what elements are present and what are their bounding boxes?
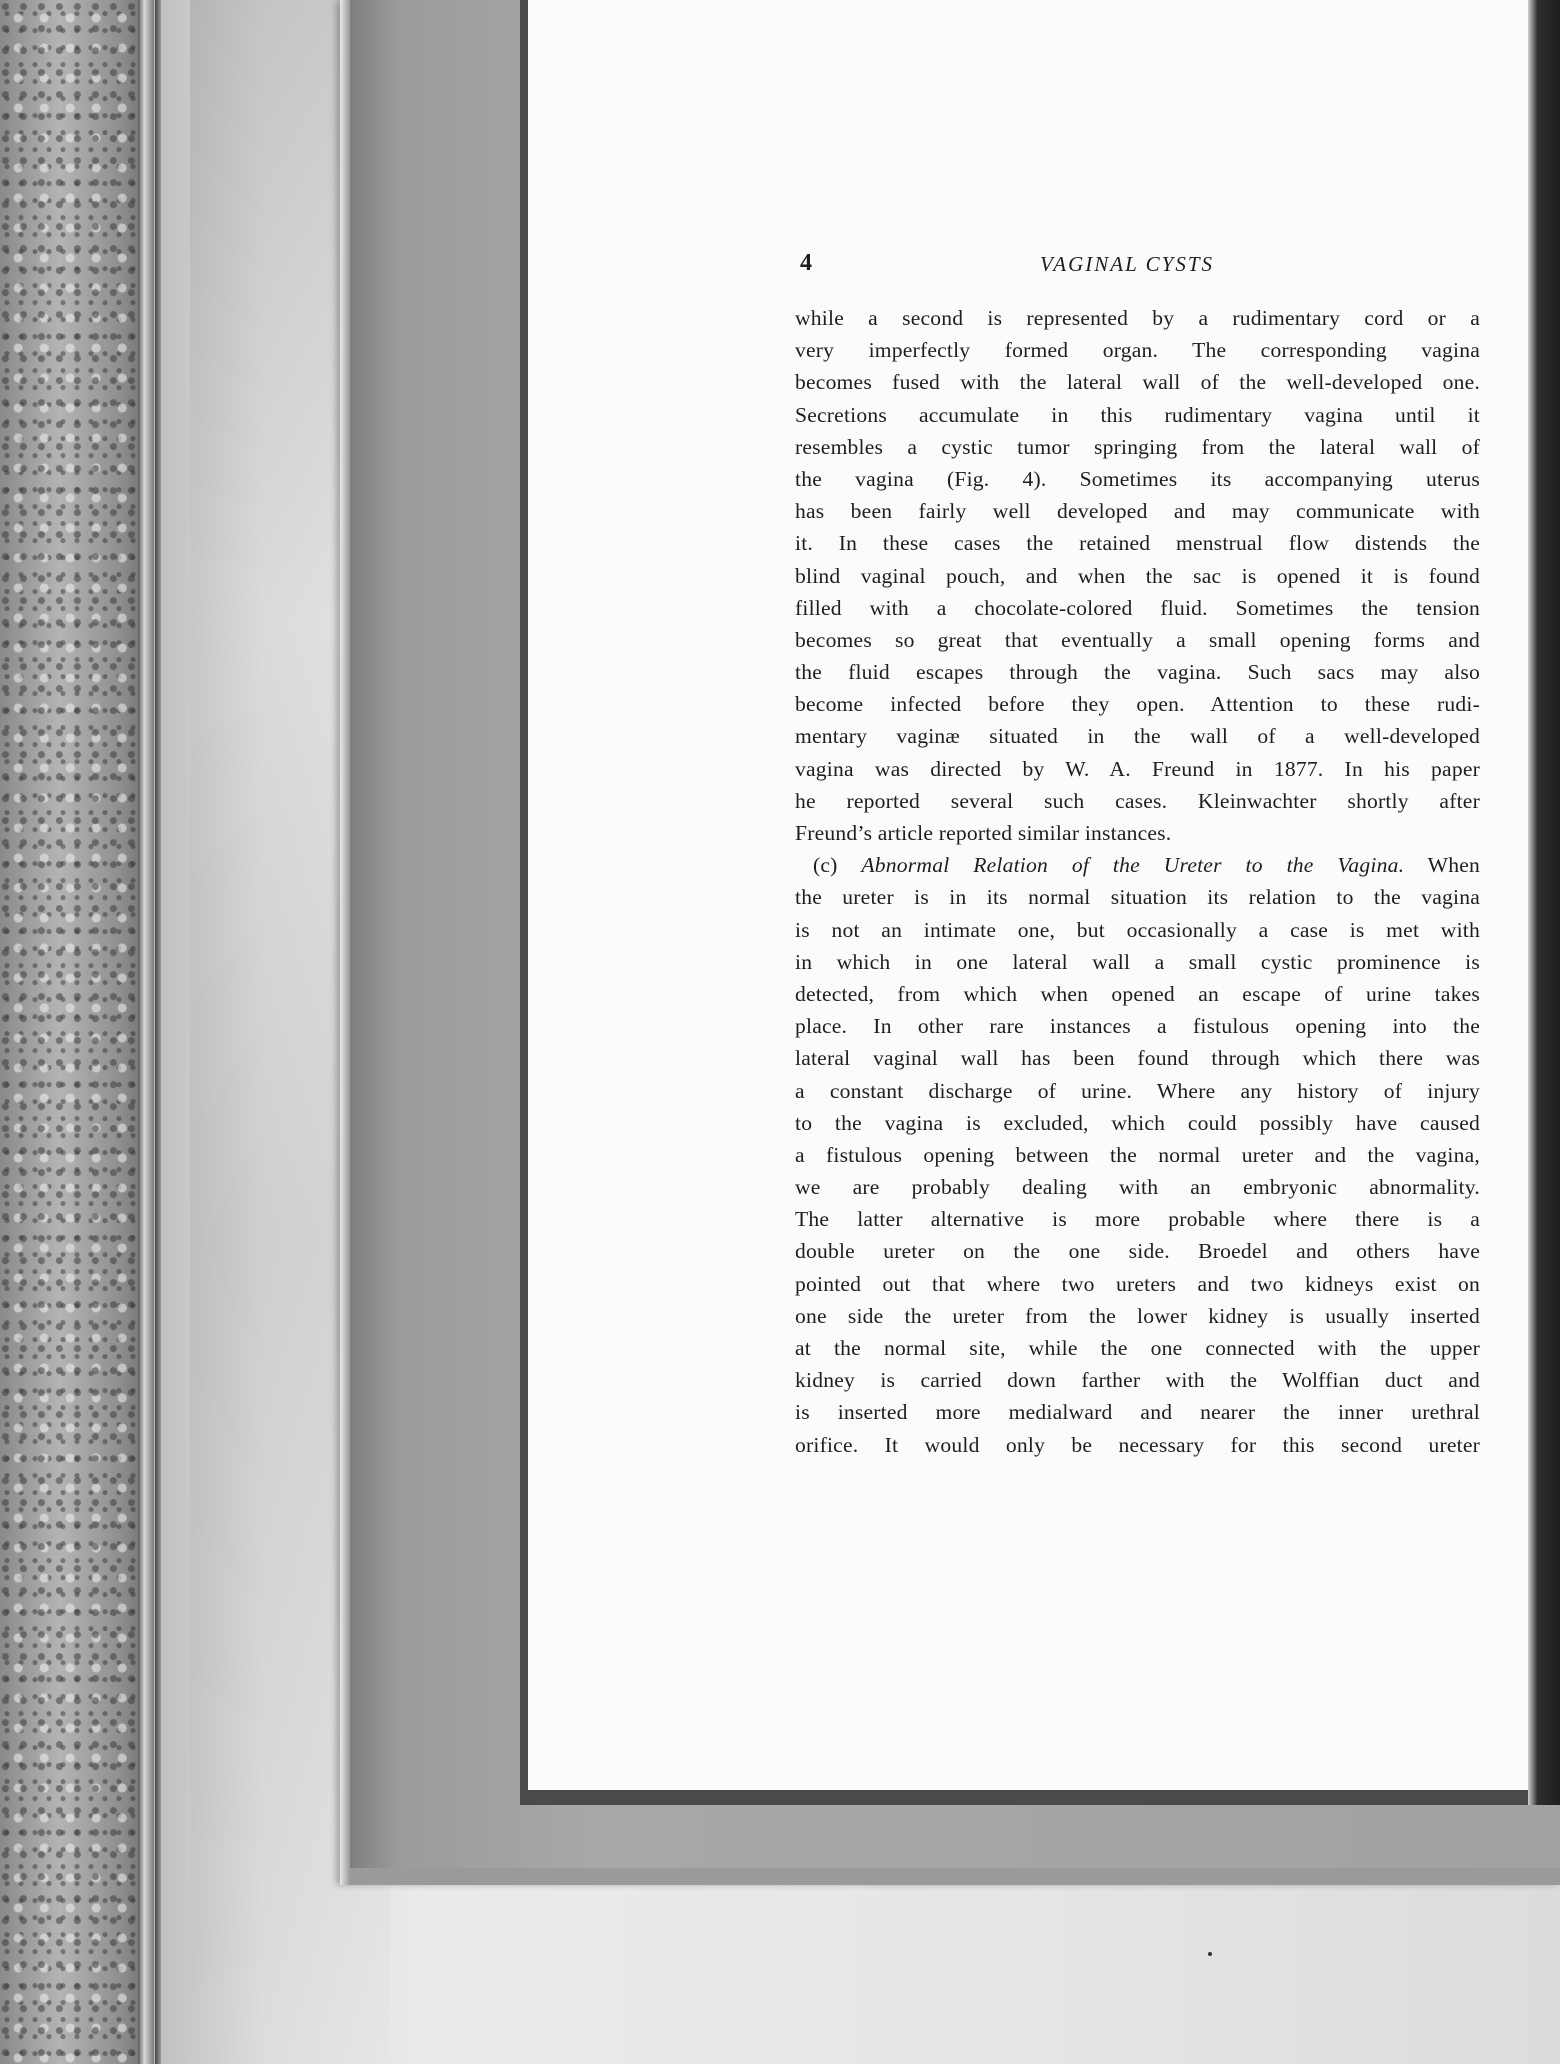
text-line: while a second is represented by a rudimentary cord or a [795,306,1480,330]
text-line: mentary vaginæ situated in the wall of a well-developed [795,724,1480,749]
section-heading: Abnormal Relation of the Ureter to the Vagina. [861,853,1405,878]
text-line: filled with a chocolate-colored fluid. Sometimes the tension [795,595,1480,620]
text-line: it. In these cases the retained menstrual flow distends the [795,531,1480,556]
page-number: 4 [800,250,812,276]
body-text [795,302,1480,1461]
text-line: becomes so great that eventually a small opening forms and [795,627,1480,652]
text-line: has been fairly well developed and may communicate with [795,499,1480,524]
text-line: blind vaginal pouch, and when the sac is opened it is found [795,563,1480,588]
running-head: VAGINAL CYSTS [1040,252,1215,276]
text-line: very imperfectly formed organ. The corresponding vagina [795,338,1480,363]
text-line: double ureter on the one side. Broedel and others have [795,1239,1480,1264]
text-line: at the normal site, while the one connected with the upper [795,1336,1480,1360]
text-line: a fistulous opening between the normal ureter and the vagina, [795,1142,1480,1167]
text-line: a constant discharge of urine. Where any history of injury [795,1078,1480,1103]
text-line: one side the ureter from the lower kidney is usually inserted [795,1303,1480,1328]
text-line: kidney is carried down farther with the Wolffian duct and [795,1368,1480,1393]
text-line: The latter alternative is more probable where there is a [795,1207,1480,1232]
text-line: in which in one lateral wall a small cystic prominence is [795,949,1480,974]
section-heading-line [795,849,1480,881]
text-line: we are probably dealing with an embryonic abnormality. [795,1175,1480,1200]
text-line: vagina was directed by W. A. Freund in 1877. In his paper [795,756,1480,781]
text-line: he reported several such cases. Kleinwachter shortly after [795,788,1480,813]
text-line: place. In other rare instances a fistulous opening into the [795,1014,1480,1039]
text-line: pointed out that where two ureters and two kidneys exist on [795,1271,1480,1296]
text-line: the vagina (Fig. 4). Sometimes its accompanying uterus [795,466,1480,491]
text-line: the ureter is in its normal situation its relation to the vagina [795,885,1480,910]
text-line: become infected before they open. Attention to these rudi- [795,692,1480,717]
text-line: becomes fused with the lateral wall of the well-developed one. [795,370,1480,395]
text-line: Freund’s article reported similar instances. [795,821,1172,845]
page-right-edge [1528,0,1560,1805]
spine-crease [155,0,161,2064]
marbled-endpaper [0,0,150,2064]
text-line: is inserted more medialward and nearer the inner urethral [795,1400,1480,1425]
section-marker: (c) [813,853,862,878]
text-line: the fluid escapes through the vagina. Such sacs may also [795,660,1480,685]
section-heading-continuation: When [1404,853,1481,878]
text-line: Secretions accumulate in this rudimentary vagina until it [795,402,1480,427]
text-line: lateral vaginal wall has been found through which there was [795,1046,1480,1071]
dust-speck [1208,1952,1212,1956]
text-line: to the vagina is excluded, which could possibly have caused [795,1110,1480,1135]
text-line: detected, from which when opened an escape of urine takes [795,981,1480,1006]
mounting-board-edge [340,0,350,1885]
text-line: is not an intimate one, but occasionally a case is met with [795,917,1480,942]
text-line: orifice. It would only be necessary for this second ureter [795,1432,1480,1457]
text-line: resembles a cystic tumor springing from the lateral wall of [795,434,1480,459]
endpaper-edge [138,0,154,2064]
